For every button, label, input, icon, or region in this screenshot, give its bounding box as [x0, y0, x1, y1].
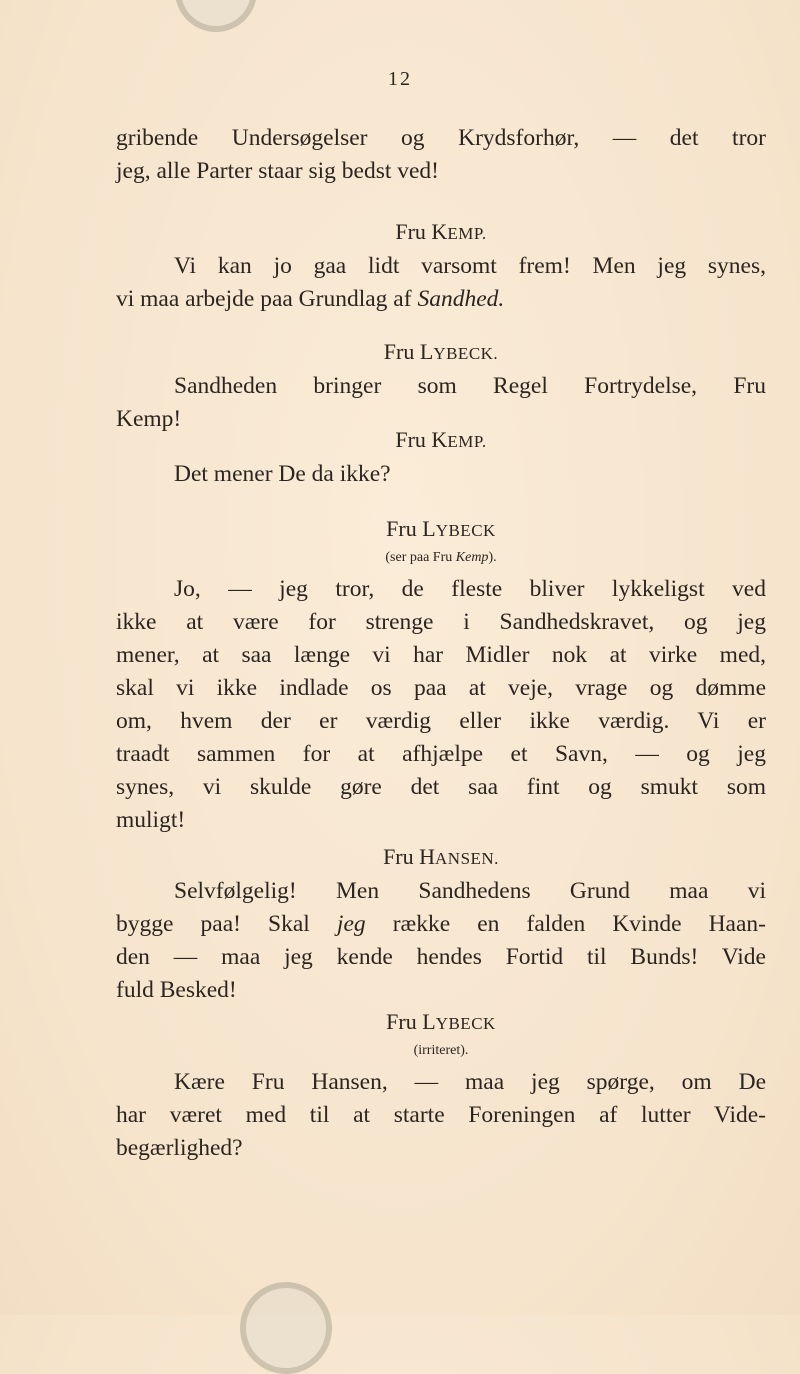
dialogue-lybeck-1 [116, 335, 766, 436]
text-line: skal vi ikke indlade os paa at veje, vrage og dømme [116, 675, 766, 701]
text-line: begærlighed? [116, 1135, 243, 1161]
text-line: Det mener De da ikke? [174, 461, 391, 487]
text-line: om, hvem der er værdig eller ikke værdig. Vi er [116, 708, 766, 734]
speaker-name: Fru HANSEN. [383, 844, 499, 869]
text-line: synes, vi skulde gøre det saa fint og smukt som [116, 774, 766, 800]
dialogue-kemp-1 [116, 215, 766, 316]
speaker-name: Fru LYBECK. [383, 339, 499, 364]
text-line: Sandheden bringer som Regel Fortrydelse, Fru [174, 373, 766, 399]
text-line: Kemp! [116, 406, 182, 432]
text-line: ikke at være for strenge i Sandhedskravet, og jeg [116, 609, 766, 635]
text-line: Selvfølgelig! Men Sandhedens Grund maa vi [174, 878, 766, 904]
text-line: muligt! [116, 807, 186, 833]
text-line: gribende Undersøgelser og Krydsforhør, — det tror [116, 125, 766, 151]
text-line: fuld Besked! [116, 977, 237, 1003]
stage-direction: (irriteret). [413, 1043, 469, 1058]
text-line: jeg, alle Parter staar sig bedst ved! [116, 158, 440, 184]
text-line: har været med til at starte Foreningen af lutter Vide- [116, 1102, 766, 1128]
paragraph-continuation [116, 122, 766, 188]
dialogue-kemp-2 [116, 423, 766, 491]
dialogue-hansen-1 [116, 840, 766, 1007]
page-number: 12 [388, 68, 412, 90]
stage-direction: (ser paa Fru Kemp). [385, 550, 497, 565]
binding-ring-bottom [240, 1282, 332, 1374]
speaker-name: Fru LYBECK [386, 1009, 496, 1034]
text-line: Kære Fru Hansen, — maa jeg spørge, om De [174, 1069, 766, 1095]
dialogue-lybeck-3 [116, 1005, 766, 1165]
text-line: traadt sammen for at afhjælpe et Savn, — og jeg [116, 741, 766, 767]
dialogue-lybeck-2 [116, 512, 766, 837]
text-line: Vi kan jo gaa lidt varsomt frem! Men jeg synes, [174, 253, 766, 279]
text-line: Jo, — jeg tror, de fleste bliver lykkeligst ved [174, 576, 766, 602]
text-line: den — maa jeg kende hendes Fortid til Bunds! Vide [116, 944, 766, 970]
text-line: vi maa arbejde paa Grundlag af Sandhed. [116, 286, 505, 312]
speaker-name: Fru KEMP. [395, 427, 487, 452]
binding-ring-top [175, 0, 257, 32]
speaker-name: Fru KEMP. [395, 219, 487, 244]
speaker-name: Fru LYBECK [386, 516, 496, 541]
text-line: bygge paa! Skal jeg række en falden Kvinde Haan- [116, 911, 766, 937]
text-line: mener, at saa længe vi har Midler nok at virke med, [116, 642, 766, 668]
